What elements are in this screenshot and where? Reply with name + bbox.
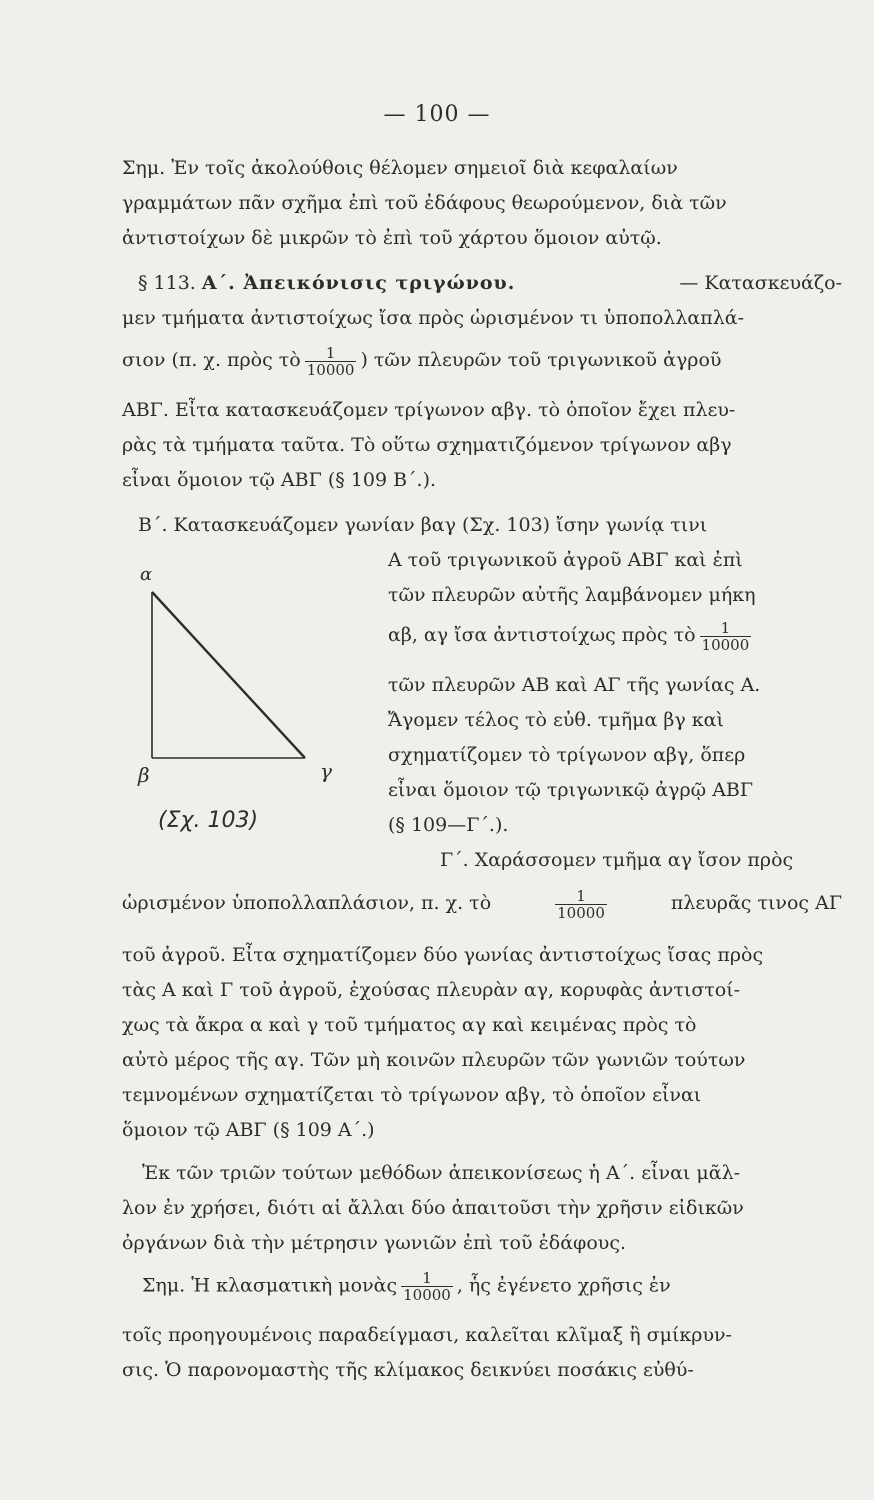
fraction: $\frac{1}{10000}$ — [557, 887, 605, 922]
fraction: $\frac{1}{10000}$ — [403, 1269, 451, 1304]
text-line: Σημ. Ἐν τοῖς ἀκολούθοις θέλομεν σημειοῖ διὰ κεφαλαίων — [122, 157, 678, 179]
section-title: Α΄. Ἀπεικόνισις τριγώνου. — [201, 272, 516, 294]
vertex-label-b: β — [138, 763, 150, 787]
triangle-diagram — [140, 550, 370, 850]
side-ac — [152, 592, 305, 758]
page-number: — 100 — — [383, 102, 491, 127]
text-line: ΑΒΓ. Εἶτα κατασκευάζομεν τρίγωνον αβγ. τὸ ὁποῖον ἔχει πλευ- — [122, 399, 736, 421]
text-line: Γ΄. Χαράσσομεν τμῆμα αγ ἴσον πρὸς — [440, 849, 794, 871]
text-line: ὅμοιον τῷ ΑΒΓ (§ 109 Α΄.) — [122, 1119, 375, 1141]
text-line: τοῦ ἀγροῦ. Εἶτα σχηματίζομεν δύο γωνίας ἀντιστοίχως ἴσας πρὸς — [122, 944, 764, 966]
text-line: Ἐκ τῶν τριῶν τούτων μεθόδων ἀπεικονίσεως ἡ Α΄. εἶναι μᾶλ- — [142, 1162, 741, 1184]
text-line: αὐτὸ μέρος τῆς αγ. Τῶν μὴ κοινῶν πλευρῶν τῶν γωνιῶν τούτων — [122, 1049, 746, 1071]
text-line: τῶν πλευρῶν ΑΒ καὶ ΑΓ τῆς γωνίας Α. — [388, 674, 761, 696]
text-line: Α τοῦ τριγωνικοῦ ἀγροῦ ΑΒΓ καὶ ἐπὶ — [388, 549, 743, 571]
text-line: τὰς Α καὶ Γ τοῦ ἀγροῦ, ἐχούσας πλευρὰν αγ, κορυφὰς ἀντιστοί- — [122, 979, 741, 1001]
text-line: εἶναι ὅμοιον τῷ τριγωνικῷ ἀγρῷ ΑΒΓ — [388, 779, 754, 801]
text-line: γραμμάτων πᾶν σχῆμα ἐπὶ τοῦ ἐδάφους θεωρούμενον, διὰ τῶν — [122, 192, 727, 214]
text-line-fraction: αβ, αγ ἴσα ἀντιστοίχως πρὸς τὸ $\frac{1}{10000}$ — [388, 619, 750, 654]
text-line: ρὰς τὰ τμήματα ταῦτα. Τὸ οὕτω σχηματιζόμενον τρίγωνον αβγ — [122, 434, 732, 456]
text-line: λον ἐν χρήσει, διότι αἱ ἄλλαι δύο ἀπαιτοῦσι τὴν χρῆσιν εἰδικῶν — [122, 1197, 744, 1219]
section-heading-line: § 113. Α΄. Ἀπεικόνισις τριγώνου. — Κατασκευάζο- — [138, 268, 842, 298]
text-line: Β΄. Κατασκευάζομεν γωνίαν βαγ (Σχ. 103) ἴσην γωνίᾳ τινι — [138, 514, 708, 536]
text-line: τῶν πλευρῶν αὐτῆς λαμβάνομεν μήκη — [388, 584, 756, 606]
text-line-fraction: ὡρισμένον ὑποπολλαπλάσιον, π. χ. τὸ $\frac{1}{10000}$ πλευρᾶς τινος ΑΓ — [122, 887, 842, 922]
fraction: $\frac{1}{10000}$ — [701, 619, 750, 654]
text-line-fraction: σιον (π. χ. πρὸς τὸ $\frac{1}{10000}$ ) τῶν πλευρῶν τοῦ τριγωνικοῦ ἀγροῦ — [122, 344, 722, 379]
text-line: χως τὰ ἄκρα α καὶ γ τοῦ τμήματος αγ καὶ κειμένας πρὸς τὸ — [122, 1014, 697, 1036]
figure-103 — [140, 550, 370, 850]
text-line: σχηματίζομεν τὸ τρίγωνον αβγ, ὅπερ — [388, 744, 746, 766]
figure-caption: (Σχ. 103) — [158, 808, 259, 833]
text-line: (§ 109—Γ΄.). — [388, 814, 509, 836]
vertex-label-a: α — [140, 564, 153, 585]
text-line: τοῖς προηγουμένοις παραδείγμασι, καλεῖται κλῖμαξ ἢ σμίκρυν- — [122, 1324, 732, 1346]
fraction: $\frac{1}{10000}$ — [306, 344, 355, 379]
text-line: μεν τμήματα ἀντιστοίχως ἴσα πρὸς ὡρισμένον τι ὑποπολλαπλά- — [122, 307, 744, 329]
text-line-fraction: Σημ. Ἡ κλασματικὴ μονὰς $\frac{1}{10000}$ , ἧς ἐγένετο χρῆσις ἐν — [142, 1269, 671, 1304]
text-line: ὀργάνων διὰ τὴν μέτρησιν γωνιῶν ἐπὶ τοῦ ἐδάφους. — [122, 1232, 627, 1254]
text-line: Ἄγομεν τέλος τὸ εὐθ. τμῆμα βγ καὶ — [388, 709, 724, 731]
text-line: σις. Ὁ παρονομαστὴς τῆς κλίμακος δεικνύει ποσάκις εὐθύ- — [122, 1359, 694, 1381]
text-line: τεμνομένων σχηματίζεται τὸ τρίγωνον αβγ, τὸ ὁποῖον εἶναι — [122, 1084, 702, 1106]
vertex-label-c: γ — [320, 759, 332, 783]
text-line: εἶναι ὅμοιον τῷ ΑΒΓ (§ 109 Β΄.). — [122, 469, 437, 491]
text-line: ἀντιστοίχων δὲ μικρῶν τὸ ἐπὶ τοῦ χάρτου ὅμοιον αὐτῷ. — [122, 227, 662, 249]
